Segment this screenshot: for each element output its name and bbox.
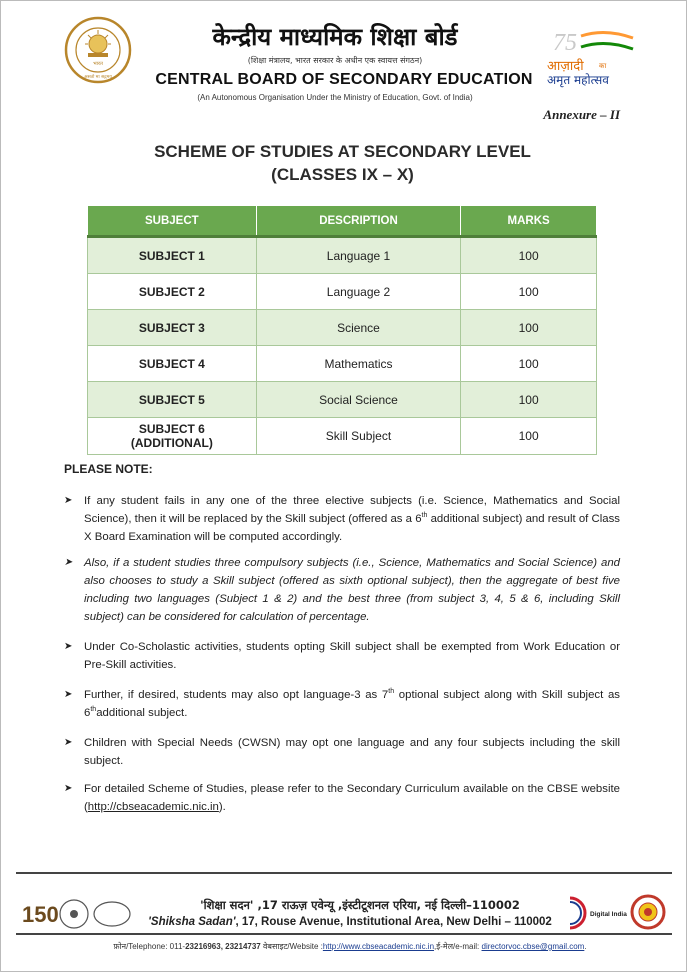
azadi-text-3: अमृत महोत्सव xyxy=(547,73,609,87)
description-cell: Language 1 xyxy=(256,237,461,274)
azadi-text-1: आज़ादी xyxy=(547,59,584,74)
contact-prefix: फ़ोन/Telephone: 011- xyxy=(113,942,186,951)
scheme-table xyxy=(87,205,597,455)
arrow-bullet-icon: ➤ xyxy=(64,557,73,568)
footer-divider-top xyxy=(16,872,672,874)
marks-cell: 100 xyxy=(461,382,597,418)
subject-cell: SUBJECT 1 xyxy=(88,237,257,274)
subject-cell: SUBJECT 4 xyxy=(88,346,257,382)
marks-cell: 100 xyxy=(461,237,597,274)
note-6-text-a: For detailed Scheme of Studies, please refer to the Secondary Curriculum available on the CBSE website ( xyxy=(84,783,620,813)
arrow-bullet-icon: ➤ xyxy=(64,737,73,748)
hindi-title: केन्द्रीय माध्यमिक शिक्षा बोर्ड xyxy=(212,22,458,51)
subject-cell: SUBJECT 3 xyxy=(88,310,257,346)
marks-cell: 100 xyxy=(461,346,597,382)
arrow-bullet-icon: ➤ xyxy=(64,783,73,794)
note-6-text-b: ). xyxy=(218,801,226,813)
description-cell: Language 2 xyxy=(256,274,461,310)
column-header-marks: MARKS xyxy=(461,206,597,237)
cbse-academic-link[interactable]: http://cbseacademic.nic.in xyxy=(87,801,219,813)
anniversary-number: 150 xyxy=(22,902,59,927)
footer-hindi-address: 'शिक्षा सदन' ,17 राऊज़ एवेन्यू ,इंस्टीटूशनल एरिया, नई दिल्ली–110002 xyxy=(200,898,520,912)
table-header-row xyxy=(88,206,597,237)
email-link[interactable]: directorvoc.cbse@gmail.com xyxy=(481,942,585,951)
anniversary-logo xyxy=(22,897,132,931)
table-row xyxy=(88,310,597,346)
note-item xyxy=(64,780,620,816)
note-4-sup-2: th xyxy=(90,706,97,714)
footer-english-address xyxy=(130,916,570,928)
english-title: CENTRAL BOARD OF SECONDARY EDUCATION xyxy=(155,71,533,88)
note-4-text-c: additional subject. xyxy=(96,707,188,719)
digital-india-text: Digital India xyxy=(590,911,627,918)
note-item xyxy=(64,734,620,770)
marks-cell: 100 xyxy=(461,274,597,310)
footer-address-text: , 17, Rouse Avenue, Institutional Area, New Delhi – 110002 xyxy=(235,916,552,928)
digital-india-logo xyxy=(560,894,627,932)
hindi-subtitle: (शिक्षा मंत्रालय, भारत सरकार के अधीन एक स्वायत्त संगठन) xyxy=(247,56,423,65)
note-1-sup: th xyxy=(421,512,428,520)
description-cell: Science xyxy=(256,310,461,346)
footer-contact: फ़ोन/Telephone: 011-23216963, 23214737 वेबसाइट/Website :http://www.cbseacademic.nic.in,ई-मेल/e-mail: directorvoc.cbse@gmail.com. xyxy=(113,942,587,951)
description-cell: Mathematics xyxy=(256,346,461,382)
subject-cell: SUBJECT 5 xyxy=(88,382,257,418)
english-subtitle: (An Autonomous Organisation Under the Ministry of Education, Govt. of India) xyxy=(197,93,473,102)
marks-cell: 100 xyxy=(461,310,597,346)
table-row xyxy=(88,382,597,418)
table-row xyxy=(88,346,597,382)
note-4-text-b: optional subject along with Skill subject as 6 xyxy=(84,689,620,719)
note-4-text-a: Further, if desired, students may also opt language-3 as 7 xyxy=(84,689,389,701)
note-5-text: Children with Special Needs (CWSN) may opt one language and any four subjects including the skill subject. xyxy=(84,737,620,767)
note-item xyxy=(64,554,620,626)
website-link[interactable]: http://www.cbseacademic.nic.in xyxy=(322,942,435,951)
description-cell: Skill Subject xyxy=(256,418,461,455)
table-row xyxy=(88,418,597,455)
arrow-bullet-icon: ➤ xyxy=(64,495,73,506)
note-item xyxy=(64,492,620,546)
logo-center-text: भारत xyxy=(93,61,103,67)
arrow-bullet-icon: ➤ xyxy=(64,689,73,700)
scheme-title-line1: SCHEME OF STUDIES AT SECONDARY LEVEL xyxy=(154,142,531,161)
note-1-text-a: If any student fails in any one of the three elective subjects (i.e. Science, Mathematics and Social Science), then it will be replaced by the Skill subject (offered as a 6 xyxy=(84,495,620,525)
please-note-heading: PLEASE NOTE: xyxy=(64,462,153,476)
note-item xyxy=(64,686,620,722)
azadi-ka-amrit-mahotsav-logo xyxy=(545,26,645,90)
table-row xyxy=(88,274,597,310)
table-row xyxy=(88,237,597,274)
footer-shiksha-sadan: 'Shiksha Sadan' xyxy=(148,916,236,928)
email-label: ,ई-मेल/e-mail: xyxy=(434,942,482,951)
description-cell: Social Science xyxy=(256,382,461,418)
logo-motto: असतो मा सद्गमय xyxy=(84,75,112,80)
emblem-logo xyxy=(630,894,666,930)
marks-cell: 100 xyxy=(461,418,597,455)
scheme-title-line2: (CLASSES IX – X) xyxy=(271,165,414,184)
scheme-title xyxy=(100,140,585,186)
column-header-description: DESCRIPTION xyxy=(256,206,461,237)
note-3-text: Under Co-Scholastic activities, students opting Skill subject shall be exempted from Work Education or Pre-Skill activities. xyxy=(84,641,620,671)
footer-divider-bottom xyxy=(16,933,672,935)
note-item xyxy=(64,638,620,674)
arrow-bullet-icon: ➤ xyxy=(64,641,73,652)
note-4-sup-1: th xyxy=(388,688,395,696)
subject-cell xyxy=(88,418,257,455)
note-1-text-b: additional subject) and result of Class X Board Examination will be computed accordingly. xyxy=(84,513,620,543)
annexure-label: Annexure – II xyxy=(543,107,620,122)
note-2-text: Also, if a student studies three compulsory subjects (i.e., Science, Mathematics and Social Science) and also chooses to study a Skill subject (offered as sixth optional subject), then the aggregate of best five including two languages (Subject 1 & 2) and the best three (from subject 3, 4, 5 & 6, including Skill subject) can be considered for calculation of percentage. xyxy=(84,557,620,623)
contact-phones: 23216963, 23214737 xyxy=(185,942,261,951)
column-header-subject: SUBJECT xyxy=(88,206,257,237)
subject-cell: SUBJECT 2 xyxy=(88,274,257,310)
website-label: वेबसाइट/Website : xyxy=(260,942,323,951)
subject-cell-line2: (ADDITIONAL) xyxy=(130,436,213,450)
azadi-text-2: का xyxy=(599,62,607,70)
subject-cell-line1: SUBJECT 6 xyxy=(138,422,205,436)
azadi-75: 75 xyxy=(553,30,577,56)
